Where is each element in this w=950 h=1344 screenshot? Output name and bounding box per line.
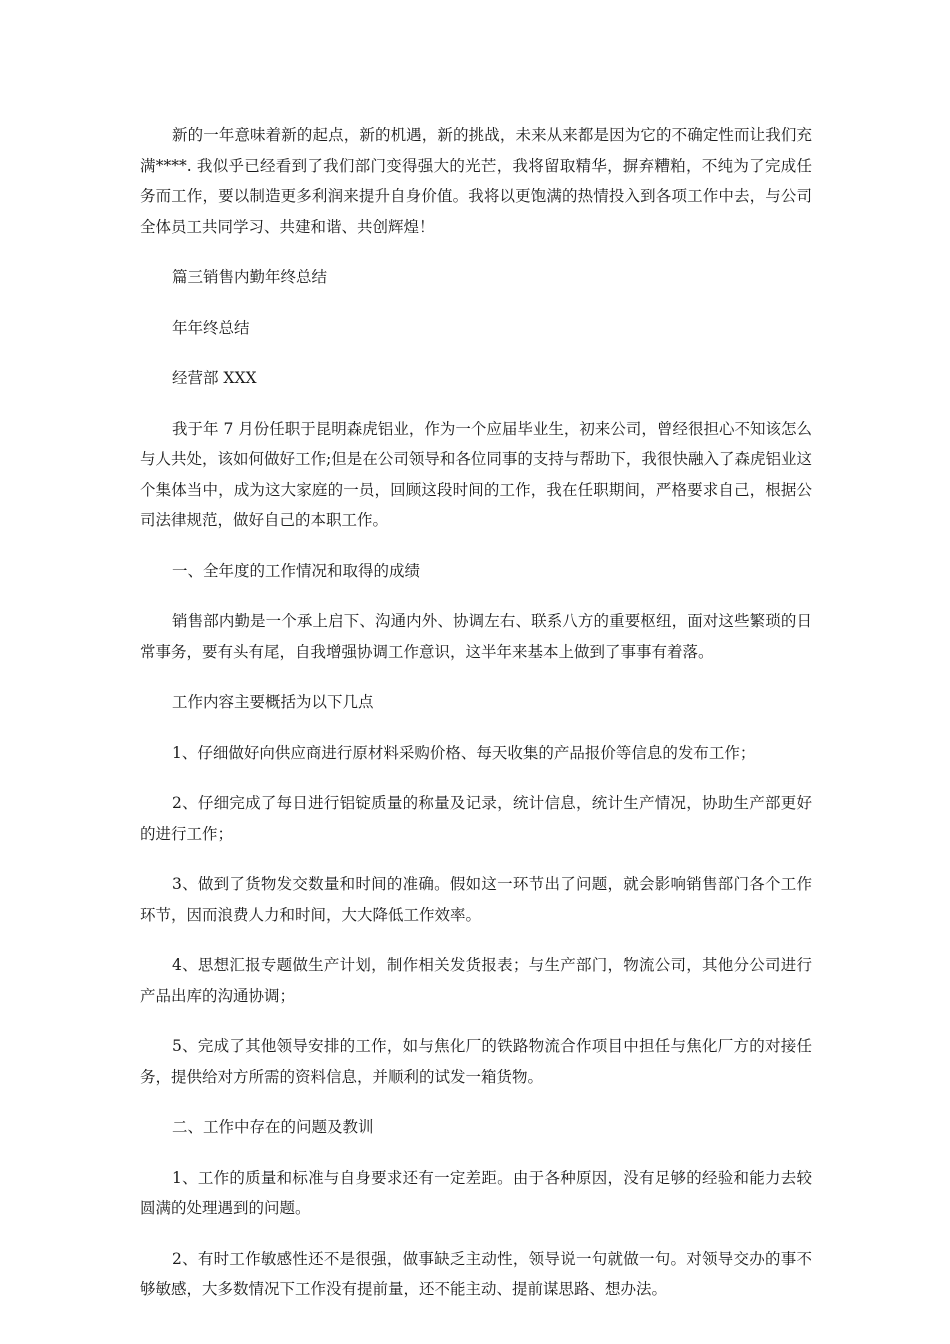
list-item: 1、仔细做好向供应商进行原材料采购价格、每天收集的产品报价等信息的发布工作； [172, 743, 756, 762]
list-intro: 工作内容主要概括为以下几点 [172, 693, 374, 711]
list-item: 3、做到了货物发交数量和时间的准确。假如这一环节出了问题，就会影响销售部门各个工作环节，因而浪费人力和时间，大大降低工作效率。 [140, 875, 812, 924]
heading-achievements: 一、全年度的工作情况和取得的成绩 [172, 561, 421, 580]
heading-problems: 二、工作中存在的问题及教训 [172, 1118, 374, 1136]
body-paragraph: 销售部内勤是一个承上启下、沟通内外、协调左右、联系八方的重要枢纽，面对这些繁琐的日常事务，要有头有尾，自我增强协调工作意识，这半年来基本上做到了事事有着落。 [140, 612, 812, 661]
list-item: 2、仔细完成了每日进行铝锭质量的称量及记录，统计信息，统计生产情况，协助生产部更好的进行工作； [140, 794, 812, 843]
list-item: 4、思想汇报专题做生产计划，制作相关发货报表；与生产部门，物流公司，其他分公司进行产品出库的沟通协调； [140, 956, 812, 1005]
list-item: 5、完成了其他领导安排的工作，如与焦化厂的铁路物流合作项目中担任与焦化厂方的对接任务，提供给对方所需的资料信息，并顺利的试发一箱货物。 [140, 1037, 812, 1086]
list-item: 2、有时工作敏感性还不是很强，做事缺乏主动性，领导说一句就做一句。对领导交办的事不够敏感，大多数情况下工作没有提前量，还不能主动、提前谋思路、想办法。 [140, 1249, 812, 1298]
document-body [140, 120, 812, 1325]
list-item: 1、工作的质量和标准与自身要求还有一定差距。由于各种原因，没有足够的经验和能力去较圆满的处理遇到的问题。 [140, 1168, 812, 1217]
section-title: 篇三销售内勤年终总结 [172, 268, 328, 286]
author-line: 经营部 XXX [172, 369, 257, 387]
intro-paragraph: 新的一年意味着新的起点，新的机遇，新的挑战，未来从来都是因为它的不确定性而让我们充满****. 我似乎已经看到了我们部门变得强大的光芒，我将留取精华，摒弃糟粕，不纯为了完成任务而工作，要以制造更多利润来提升自身价值。我将以更饱满的热情投入到各项工作中去，与公司全体员工共同学习、共建和谐、共创辉煌！ [140, 126, 812, 236]
body-paragraph: 我于年 7 月份任职于昆明森虎铝业，作为一个应届毕业生，初来公司，曾经很担心不知该怎么与人共处，该如何做好工作;但是在公司领导和各位同事的支持与帮助下，我很快融入了森虎铝业这个集体当中，成为这大家庭的一员，回顾这段时间的工作，我在任职期间，严格要求自己，根据公司法律规范，做好自己的本职工作。 [140, 419, 812, 529]
report-title: 年年终总结 [172, 318, 250, 337]
